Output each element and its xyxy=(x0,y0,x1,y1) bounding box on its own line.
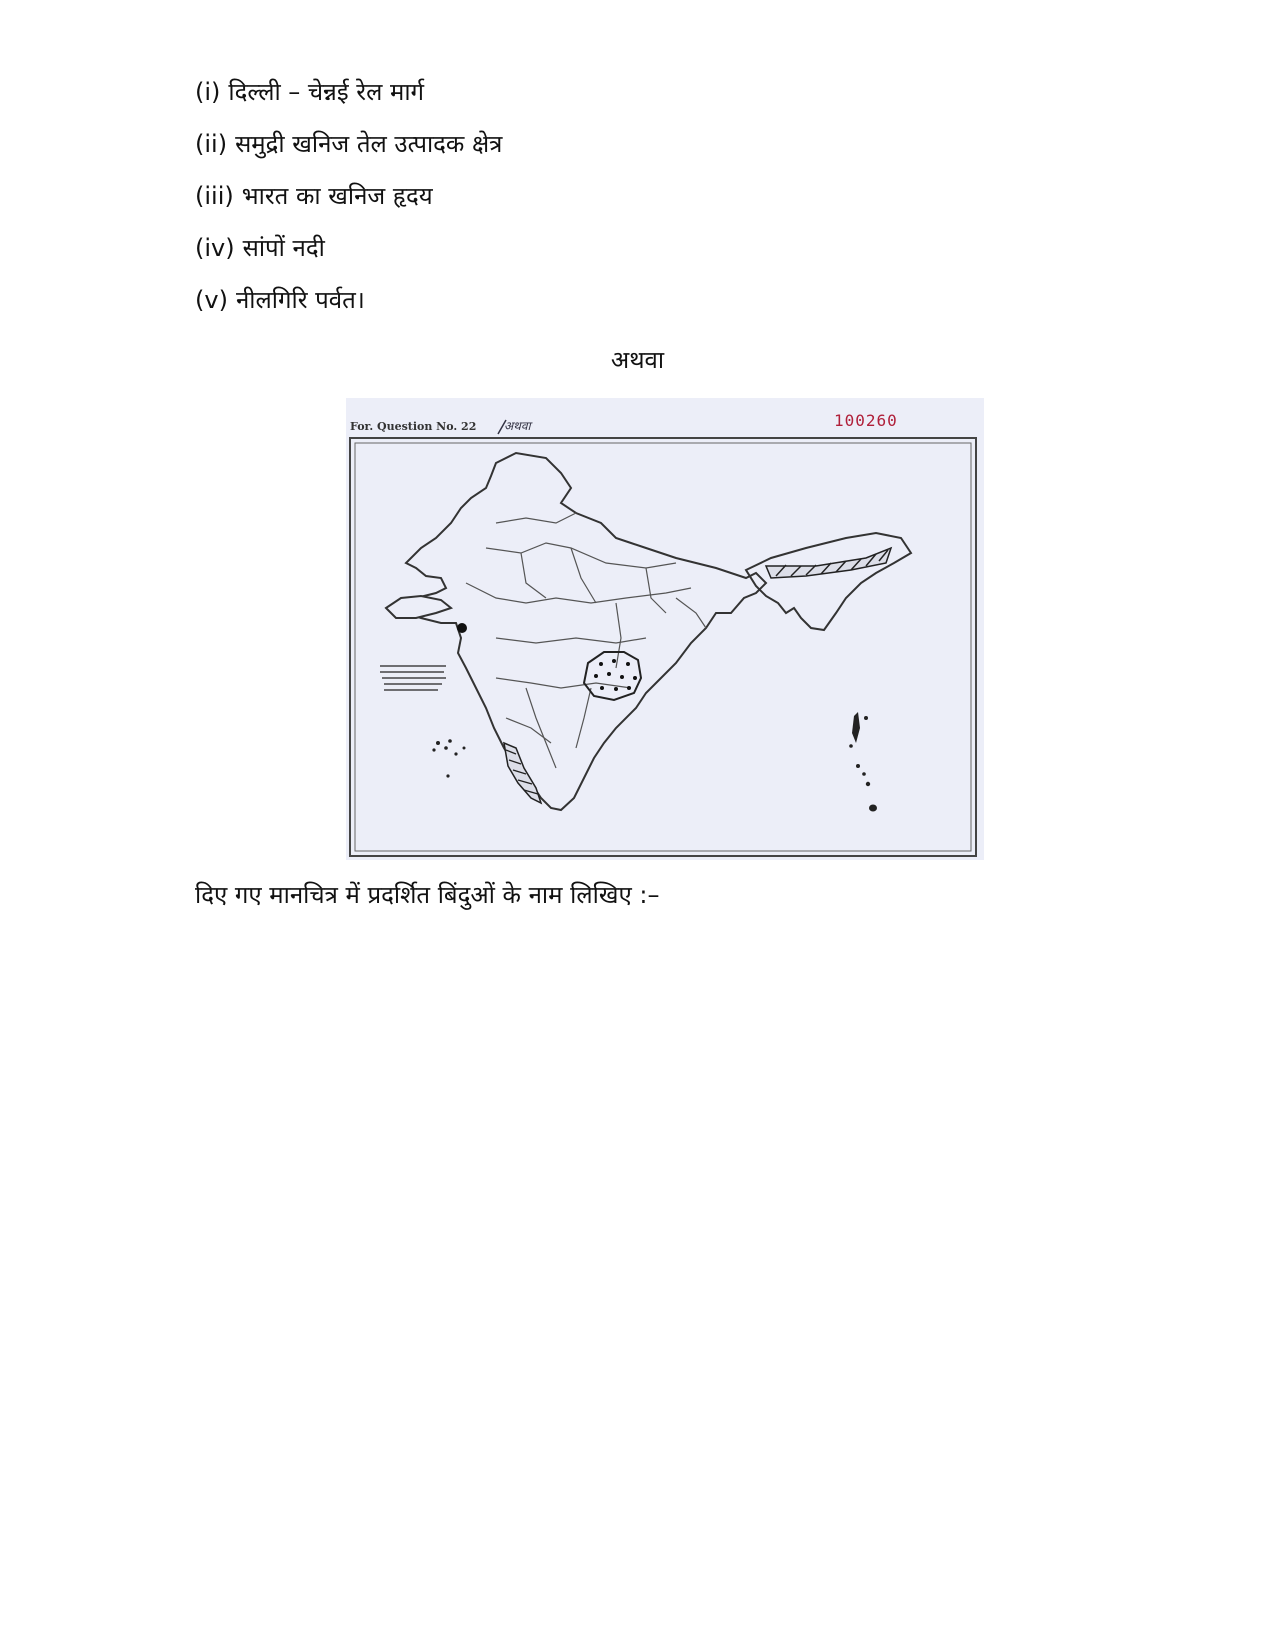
northeast-hatch xyxy=(766,548,891,578)
india-outline xyxy=(401,453,766,810)
item-text: दिल्ली – चेन्नई रेल मार्ग xyxy=(228,78,425,106)
lakshadweep-islands xyxy=(432,739,465,777)
map-instruction: दिए गए मानचित्र में प्रदर्शित बिंदुओं के नाम लिखिए :– xyxy=(195,881,660,909)
item-number: (iii) xyxy=(195,182,234,210)
list-item xyxy=(195,234,995,262)
list-item xyxy=(195,78,995,106)
item-text: भारत का खनिज हृदय xyxy=(241,182,433,210)
map-header-label: For. Question No. 22 xyxy=(350,420,477,433)
kutch-shape xyxy=(386,596,451,618)
map-frame-inner xyxy=(355,443,971,851)
india-map-svg xyxy=(346,398,984,860)
item-text: समुद्री खनिज तेल उत्पादक क्षेत्र xyxy=(235,130,503,158)
list-item xyxy=(195,130,995,158)
item-text: सांपों नदी xyxy=(242,234,325,262)
india-map-figure xyxy=(346,398,984,860)
map-header-handwritten: अथवा xyxy=(504,419,531,433)
or-label: अथवा xyxy=(610,346,665,374)
list-item xyxy=(195,182,995,210)
item-text: नीलगिरि पर्वत। xyxy=(235,286,365,314)
map-code: 100260 xyxy=(834,411,898,430)
question-list xyxy=(195,78,995,338)
nilgiri-hatch xyxy=(504,743,541,803)
item-number: (iv) xyxy=(195,234,235,262)
item-number: (i) xyxy=(195,78,221,106)
item-number: (v) xyxy=(195,286,228,314)
mineral-region xyxy=(584,652,641,700)
item-number: (ii) xyxy=(195,130,228,158)
state-boundaries xyxy=(466,513,706,768)
map-frame-outer xyxy=(350,438,976,856)
list-item xyxy=(195,286,995,314)
marker-dot xyxy=(457,623,467,633)
andaman-islands xyxy=(849,712,877,812)
northeast-outline xyxy=(746,533,911,630)
offshore-hatch xyxy=(380,666,446,690)
